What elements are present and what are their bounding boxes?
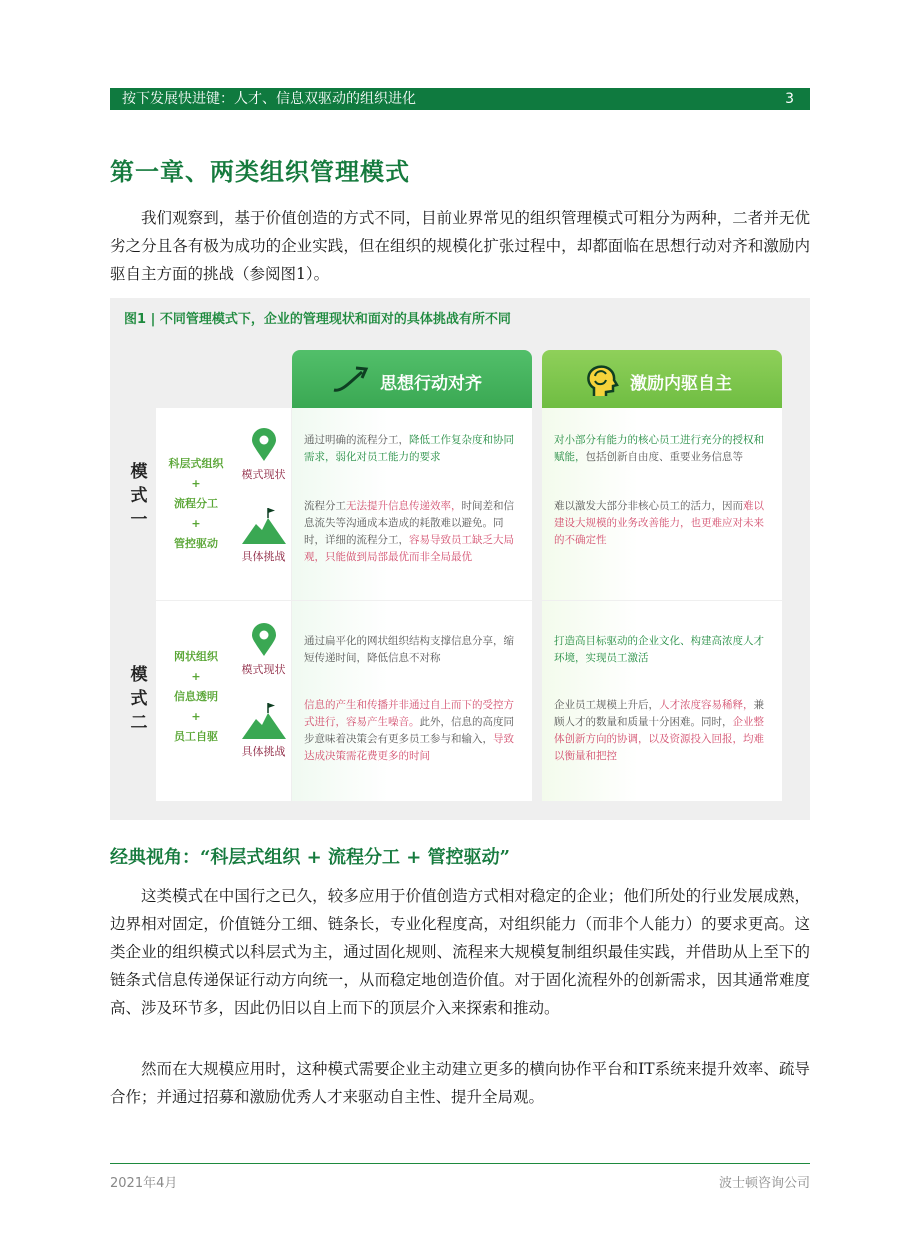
- footer-divider: [110, 1163, 810, 1164]
- mode-two-stack: [156, 647, 236, 747]
- stack-item: 科层式组织: [168, 457, 224, 470]
- status-indicator: [236, 428, 291, 482]
- stack-plus: +: [191, 670, 201, 683]
- intro-paragraph: 我们观察到，基于价值创造的方式不同，目前业界常见的组织管理模式可粗分为两种，二者并无优劣之分且各有极为成功的企业实践，但在组织的规模化扩张过程中，却都面临在思想行动对齐和激励内驱自主方面的挑战（参阅图1）。: [110, 209, 810, 283]
- mode-char: 一: [130, 510, 148, 530]
- page-number: 3: [785, 91, 794, 107]
- cell-challenge-text: 信息的产生和传播并非通过自上而下的受控方式进行，容易产生噪音。此外，信息的高度同步意味着决策会有更多员工参与和输入，导致达成决策需花费更多的时间: [304, 699, 514, 762]
- mode-one-card: [156, 408, 291, 600]
- mountain-flag-icon: [242, 508, 286, 544]
- status-label: 模式现状: [241, 663, 286, 676]
- column-title: 激励内驱自主: [630, 374, 732, 394]
- challenge-indicator: [236, 508, 291, 564]
- cell-status-text: 通过扁平化的网状组织结构支撑信息分享，缩短传递时间，降低信息不对称: [304, 635, 514, 664]
- cell-mode2-alignment: [292, 601, 532, 801]
- cell-mode1-alignment: [292, 408, 532, 600]
- challenge-indicator: [236, 703, 291, 759]
- chapter-title: 第一章、两类组织管理模式: [110, 157, 410, 186]
- cell-challenge-text: 流程分工无法提升信息传递效率，时间差和信息流失等沟通成本造成的耗散难以避免。同时，详细的流程分工，容易导致员工缺乏大局观，只能做到局部最优而非全局最优: [304, 500, 514, 563]
- footer-company: 波士顿咨询公司: [718, 1176, 810, 1191]
- column-header-motivation: [542, 350, 782, 408]
- stack-plus: +: [191, 517, 201, 530]
- status-indicator: [236, 623, 291, 677]
- location-pin-icon: [251, 428, 277, 462]
- mode-char: 二: [130, 713, 148, 733]
- cell-status-text: 通过明确的流程分工，降低工作复杂度和协同需求，弱化对员工能力的要求: [304, 434, 514, 463]
- stack-item: 管控驱动: [174, 537, 218, 550]
- stack-plus: +: [191, 477, 201, 490]
- cell-status-text: 打造高目标驱动的企业文化、构建高浓度人才环境，实现员工激活: [554, 635, 764, 664]
- body-paragraph: 这类模式在中国行之已久，较多应用于价值创造方式相对稳定的企业；他们所处的行业发展成熟，边界相对固定，价值链分工细、链条长，专业化程度高，对组织能力（而非个人能力）的要求更高。这类企业的组织模式以科层式为主，通过固化规则、流程来大规模复制组织最佳实践，并借助从上至下的链条式信息传递保证行动方向统一，从而稳定地创造价值。对于固化流程外的创新需求，因其通常难度高、涉及环节多，因此仍旧以自上而下的顶层介入来探索和推动。: [110, 887, 810, 1017]
- cell-mode2-motivation: [542, 601, 782, 801]
- mode-one-stack: [156, 454, 236, 554]
- mode-char: 式: [130, 486, 148, 506]
- mountain-flag-icon: [242, 703, 286, 739]
- stack-plus: +: [191, 710, 201, 723]
- figure-1: [110, 298, 810, 820]
- stack-item: 信息透明: [174, 690, 218, 703]
- body-paragraph: 然而在大规模应用时，这种模式需要企业主动建立更多的横向协作平台和IT系统来提升效率、疏导合作；并通过招募和激励优秀人才来驱动自主性、提升全局观。: [110, 1060, 810, 1106]
- stack-item: 网状组织: [174, 650, 218, 663]
- cell-challenge-text: 企业员工规模上升后，人才浓度容易稀释，兼顾人才的数量和质量十分困难。同时，企业整体创新方向的协调，以及资源投入回报，均难以衡量和把控: [554, 699, 764, 762]
- mode-char: 式: [130, 689, 148, 709]
- footer-date: 2021年4月: [110, 1176, 178, 1191]
- cell-mode1-motivation: [542, 408, 782, 600]
- challenge-label: 具体挑战: [241, 550, 286, 563]
- cell-status-text: 对小部分有能力的核心员工进行充分的授权和赋能，包括创新自由度、重要业务信息等: [554, 434, 764, 463]
- figure-caption: 图1 | 不同管理模式下，企业的管理现状和面对的具体挑战有所不同: [124, 312, 511, 327]
- status-label: 模式现状: [241, 468, 286, 481]
- cell-challenge-text: 难以激发大部分非核心员工的活力，因而难以建设大规模的业务改善能力，也更难应对未来的不确定性: [554, 500, 764, 546]
- challenge-label: 具体挑战: [241, 745, 286, 758]
- column-title: 思想行动对齐: [380, 374, 482, 394]
- mode-two-card: [156, 601, 291, 801]
- head-cycle-icon: [582, 362, 622, 398]
- mode-char: 模: [130, 462, 148, 482]
- mode-one-label: [130, 460, 148, 532]
- running-header: [110, 88, 810, 110]
- column-header-alignment: [292, 350, 532, 408]
- location-pin-icon: [251, 623, 277, 657]
- stack-item: 流程分工: [174, 497, 218, 510]
- mode-two-label: [130, 663, 148, 735]
- stack-item: 员工自驱: [174, 730, 218, 743]
- arrow-swoosh-icon: [332, 362, 372, 396]
- header-title: 按下发展快进键：人才、信息双驱动的组织进化: [122, 91, 416, 107]
- mode-char: 模: [130, 665, 148, 685]
- section-heading: 经典视角：“科层式组织 + 流程分工 + 管控驱动”: [110, 847, 510, 868]
